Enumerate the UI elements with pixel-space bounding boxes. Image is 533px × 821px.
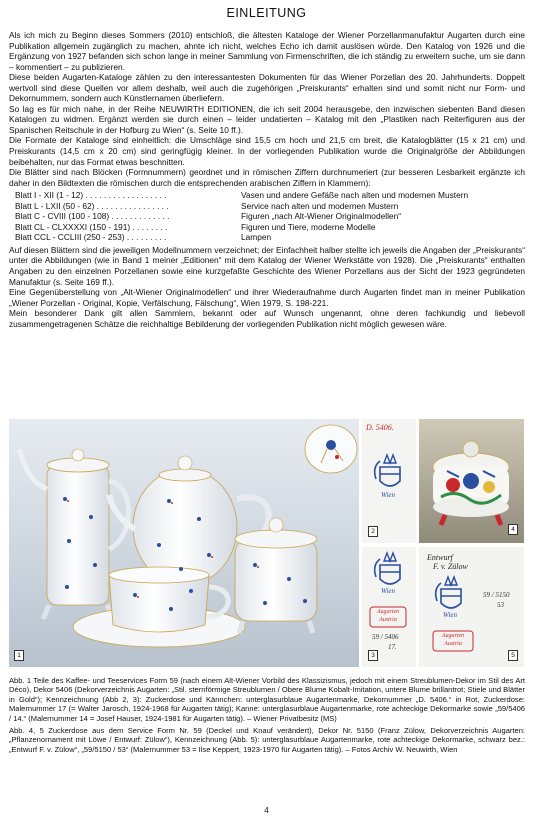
blatt-key: Blatt CL - CLXXXXI (150 - 191) . . . . . . . .	[15, 221, 168, 232]
decor-number-text: D. 5406.	[366, 423, 394, 432]
porcelain-set-illustration	[9, 419, 359, 667]
caption-fig-1: Abb. 1 Teile des Kaffee- und Teeservices Form 59 (nach einem Alt-Wiener Vorbild des Klassizismus, jedoch mit einem Streublumen-Dekor im Stil des Art Déco), Dekor 5406 (Dekorverzeichnis Augarten: „Stil. sternförmige Streublumen / Obere Blume Kobalt-Imitation, untere Blume brillantrot; Stiele und Blätter in Gold“); Kennzeichnung (Abb 2, 3): Zuckerdose und Kännchen: unterglasurblaue Augartenmarke, Dekornummer „D. 5406.“ in Rot, Zuckerdose: Malernummer 17 (= Walter Jarosch, 1924-1968 für Augarten tätig); Kanne: unterglasurblaue Augartenmarke, rote achteckige Dekormarke sowie „59/5406 / 14.“ (Malernummer 14 = Josef Hauser, 1924-1981 für Augarten tätig). – Wiener Privatbesitz (MS)	[9, 676, 525, 723]
model-decor-number: 59 / 5406	[372, 633, 399, 641]
figure-number: 5	[508, 650, 518, 661]
paragraph: Diese beiden Augarten-Kataloge zählen zu den interessantesten Dokumenten für das Wiener Porzellan des 20. Jahrhunderts. Doppelt wertvoll sind diese Quellen vor allem deshalb, weil auch die zugehörigen „Preiskurants“ erhalten sind und somit nicht nur Form- und Dekornummern, sondern auch Künstlernamen überliefern.	[9, 72, 525, 104]
blatt-key: Blatt CCL - CCLIII (250 - 253) . . . . . . . . .	[15, 232, 167, 243]
blatt-row	[15, 211, 525, 222]
paragraph: Auf diesen Blättern sind die jeweiligen Modellnummern verzeichnet; der Einfachheit halber stellte ich jeweils die Angaben der „Preiskurants“ unter die Abbildungen (wie in Band 1 meiner „Editionen“ mit dem Katalog der Wiener Werkstätte von 1928). Die „Preiskurants“ enthalten Angaben zu den einzelnen Porzellanen sowie eine kurzgefaßte Geschichte des Wiener Porzellans aus der Sicht der 1923 gegründeten Manufaktur (s. Seite 169 ff.).	[9, 244, 525, 287]
blatt-key: Blatt I - XII (1 - 12) . . . . . . . . . . . . . . . . . .	[15, 190, 167, 201]
photo-sugar-bowl-zuelow	[419, 419, 524, 543]
blatt-value: Figuren und Tiere, moderne Modelle	[241, 221, 376, 232]
figure-number: 3	[368, 650, 378, 661]
wien-text: Wien	[381, 491, 395, 499]
wien-text: Wien	[443, 611, 457, 619]
blatt-key: Blatt C - CVIII (100 - 108) . . . . . . . . . . . . .	[15, 211, 170, 222]
figure-number: 1	[14, 650, 24, 661]
blatt-value: Service nach alten und modernen Mustern	[241, 200, 399, 211]
signature-text: Entwurf	[427, 553, 453, 562]
stamp-text: Augarten	[441, 633, 465, 639]
page-number: 4	[264, 806, 269, 815]
introduction-text	[9, 30, 525, 329]
paragraph: Die Formate der Kataloge sind einheitlich: die Umschläge sind 15,5 cm hoch und 21,5 cm breit, die Katalogblätter (15 x 21 cm) und Preiskurants (14,5 cm x 20 cm) sind geringfügig kleiner. In der vorliegenden Publikation wurde die Originalgröße der Abbildungen beibehalten, nur das Format etwas beschnitten.	[9, 135, 525, 167]
paragraph: Die Blätter sind nach Blöcken (Formnummern) geordnet und in römischen Ziffern durchnumeriert (zur besseren Lesbarkeit ergänzte ich daher in den Bildtexten die römischen durch die entsprechenden arabischen Ziffern in Klammern):	[9, 167, 525, 188]
blatt-row	[15, 190, 525, 201]
blatt-list	[15, 190, 525, 243]
blatt-value: Lampen	[241, 232, 272, 243]
wien-text: Wien	[381, 587, 395, 595]
figure-number: 2	[368, 526, 378, 537]
paragraph: So lag es für mich nahe, in der Reihe NEUWIRTH EDITIONEN, die ich seit 2004 herausgebe, den inzwischen siebenten Band diesen Katalogen zu widmen. Ergänzt werden sie durch einen – leider undatierten – Katalog mit den „Plastiken nach Reiterfiguren aus der Spanischen Reitschule in der Hofburg zu Wien“ (s. Seite 10 ff.).	[9, 103, 525, 135]
paragraph: Eine Gegenüberstellung von „Alt-Wiener Originalmodellen“ und ihrer Wiederaufnahme durch Augarten findet man in meiner Publikation „Wiener Porzellan - Original, Kopie, Verfälschung, Fälschung“, Wien 1979, S. 198-221.	[9, 287, 525, 308]
paragraph: Mein besonderer Dank gilt allen Sammlern, bekannt oder auf Wunsch ungenannt, ohne deren fachkundig und liebevoll zusammengetragenen Schätze die reichhaltige Bebilderung der vorliegenden Publikation nicht möglich gewesen wäre.	[9, 308, 525, 329]
figure-captions	[9, 676, 525, 754]
photo-coffee-tea-set	[9, 419, 359, 667]
model-decor-number: 59 / 5150	[483, 591, 510, 599]
blatt-value: Vasen und andere Gefäße nach alten und modernen Mustern	[241, 190, 469, 201]
signature-text: F. v. Zülow	[433, 562, 468, 571]
photo-mark-augarten-stamp	[362, 547, 416, 667]
paragraph: Als ich mich zu Beginn dieses Sommers (2010) entschloß, die ältesten Kataloge der Wiener Porzellanmanufaktur Augarten durch eine Publikation allgemein zugänglich zu machen, ahnte ich nicht, welches Echo ich damit auslösen würde. Den Katalog von 1926 und die Ergänzung von 1927 befanden sich schon lange in meiner Sammlung von Firmenschriften, die ich ständig zu erweitern suche, um sie dann – kommentiert – zu publizieren.	[9, 30, 525, 72]
stamp-text: Austria	[444, 641, 462, 647]
blatt-row	[15, 222, 525, 233]
figure-number: 4	[508, 524, 518, 535]
stamp-text: Austria	[379, 617, 397, 623]
page-title: EINLEITUNG	[226, 6, 307, 20]
blatt-row	[15, 201, 525, 212]
painter-number: 17.	[388, 643, 397, 651]
caption-fig-4-5: Abb. 4, 5 Zuckerdose aus dem Service Form Nr. 59 (Deckel und Knauf verändert), Dekor Nr. 5150 (Franz Zülow, Dekorverzeichnis Augarten: „Pflanzenornament mit Löwe / Entwurf: Zülow“), Kennzeichnung (Abb. 5): unterglasurblaue Augartenmarke, rote achteckige Dekormarke, schwarz bez.: „Entwurf F. v. Zülow“, „59/5150 / 53“ (Malernummer 53 = Ilse Keppert, 1923-1970 für Augarten tätig). – Fotos Archiv W. Neuwirth, Wien	[9, 726, 525, 754]
blue-shield-mark-icon	[419, 547, 524, 667]
painter-number: 53	[497, 601, 504, 609]
stamp-text: Augarten	[376, 609, 400, 615]
blatt-row	[15, 232, 525, 243]
photo-mark-decor-number	[362, 419, 416, 543]
blatt-value: Figuren „nach Alt-Wiener Originalmodellen“	[241, 211, 401, 222]
blatt-key: Blatt L - LXII (50 - 62) . . . . . . . . . . . . . . . .	[15, 200, 169, 211]
blue-shield-mark-icon	[362, 419, 416, 543]
photo-mark-zuelow-signature	[419, 547, 524, 667]
